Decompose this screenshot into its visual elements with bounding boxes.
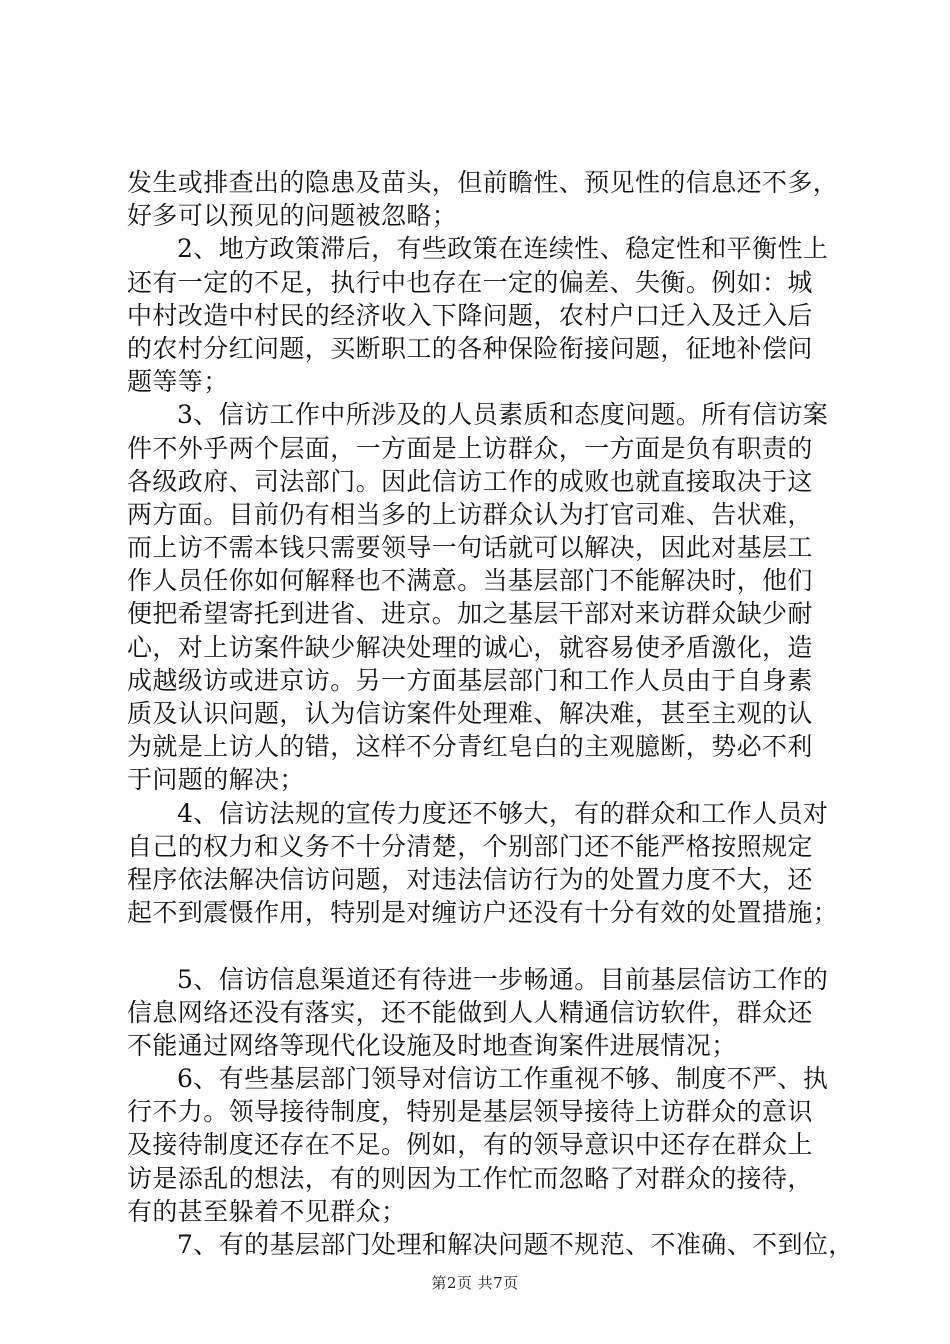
text-line: 发生或排查出的隐患及苗头，但前瞻性、预见性的信息还不多， xyxy=(127,168,839,197)
text-line: 4、信访法规的宣传力度还不够大，有的群众和工作人员对 xyxy=(177,798,829,828)
text-line: 还有一定的不足，执行中也存在一定的偏差、失衡。例如：城 xyxy=(127,267,813,297)
page-footer: 第2页 共7页 xyxy=(431,1274,519,1292)
text-line: 题等等； xyxy=(127,367,229,397)
text-line: 访是添乱的想法，有的则因为工作忙而忽略了对群众的接待， xyxy=(127,1163,813,1193)
text-line: 而上访不需本钱只需要领导一句话就可以解决，因此对基层工 xyxy=(127,533,813,563)
text-line: 起不到震慑作用，特别是对缠访户还没有十分有效的处置措施； xyxy=(127,898,839,928)
text-line: 行不力。领导接待制度，特别是基层领导接待上访群众的意识 xyxy=(127,1097,813,1127)
text-line: 6、有些基层部门领导对信访工作重视不够、制度不严、执 xyxy=(177,1064,829,1094)
text-line: 便把希望寄托到进省、进京。加之基层干部对来访群众缺少耐 xyxy=(127,599,813,629)
text-line: 自己的权力和义务不十分清楚，个别部门还不能严格按照规定 xyxy=(127,831,813,861)
text-line: 不能通过网络等现代化设施及时地查询案件进展情况； xyxy=(127,1030,737,1060)
text-line: 件不外乎两个层面，一方面是上访群众，一方面是负有职责的 xyxy=(127,433,813,463)
text-line: 于问题的解决； xyxy=(127,765,305,795)
text-line: 两方面。目前仍有相当多的上访群众认为打官司难、告状难， xyxy=(127,499,813,529)
text-line: 成越级访或进京访。另一方面基层部门和工作人员由于自身素 xyxy=(127,665,813,695)
text-line: 的农村分红问题，买断职工的各种保险衔接问题，征地补偿问 xyxy=(127,333,813,363)
text-line: 及接待制度还存在不足。例如，有的领导意识中还存在群众上 xyxy=(127,1130,813,1160)
text-line: 中村改造中村民的经济收入下降问题，农村户口迁入及迁入后 xyxy=(127,300,813,330)
text-line: 7、有的基层部门处理和解决问题不规范、不准确、不到位， xyxy=(177,1230,854,1259)
text-lines xyxy=(127,166,854,1261)
text-line: 作人员任你如何解释也不满意。当基层部门不能解决时，他们 xyxy=(127,566,813,596)
document-body xyxy=(127,166,854,1261)
text-line: 2、地方政策滞后，有些政策在连续性、稳定性和平衡性上 xyxy=(177,234,829,264)
text-line: 程序依法解决信访问题，对违法信访行为的处置力度不大，还 xyxy=(127,864,813,894)
text-line: 质及认识问题，认为信访案件处理难、解决难，甚至主观的认 xyxy=(127,699,813,728)
text-line: 信息网络还没有落实，还不能做到人人精通信访软件，群众还 xyxy=(127,997,813,1027)
text-line: 3、信访工作中所涉及的人员素质和态度问题。所有信访案 xyxy=(177,400,829,430)
text-line: 5、信访信息渠道还有待进一步畅通。目前基层信访工作的 xyxy=(177,964,829,994)
text-line: 有的甚至躲着不见群众； xyxy=(127,1196,407,1226)
text-line: 心，对上访案件缺少解决处理的诚心，就容易使矛盾激化，造 xyxy=(127,632,813,662)
text-line: 为就是上访人的错，这样不分青红皂白的主观臆断，势必不利 xyxy=(127,732,813,762)
text-line: 各级政府、司法部门。因此信访工作的成败也就直接取决于这 xyxy=(127,466,813,496)
text-line: 好多可以预见的问题被忽略； xyxy=(127,201,458,231)
blank-line xyxy=(127,929,842,962)
